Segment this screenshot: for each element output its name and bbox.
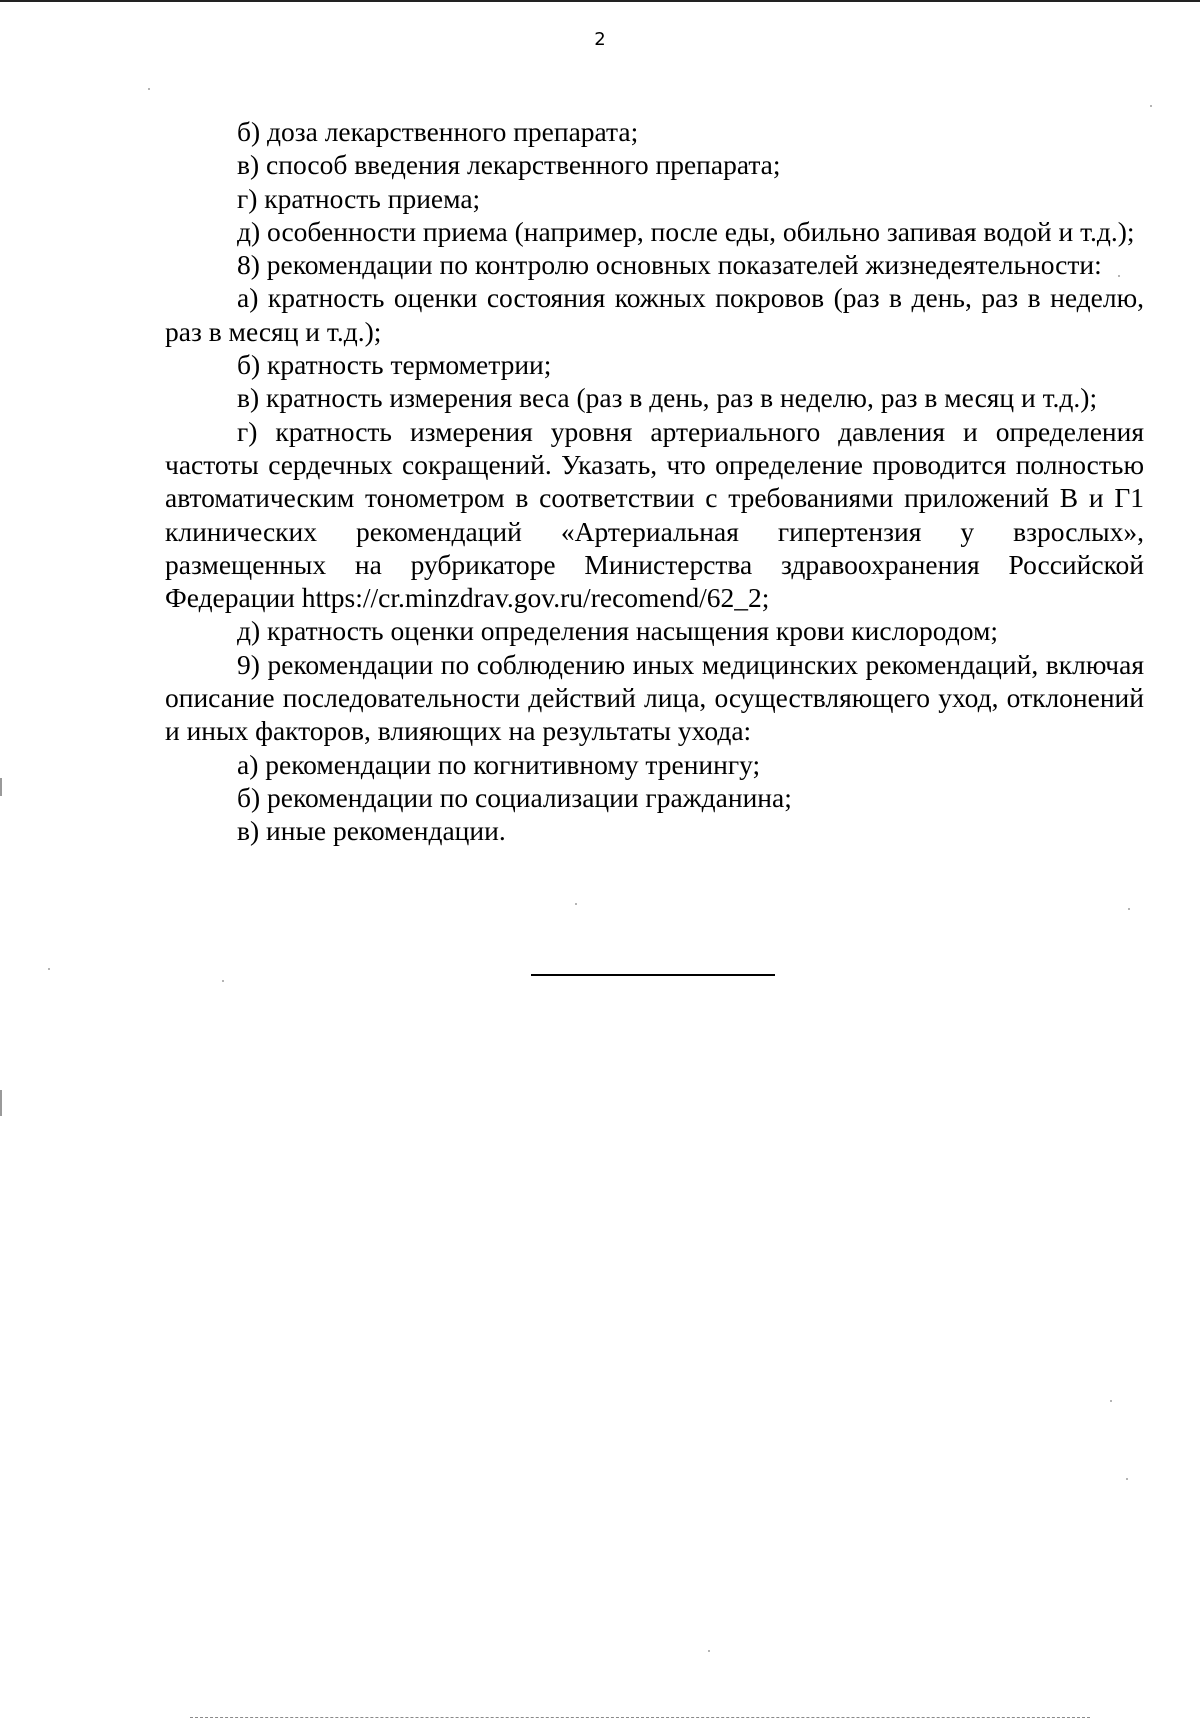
- scan-speck: [575, 903, 577, 905]
- scan-bottom-edge: [190, 1717, 1090, 1719]
- paragraph: в) кратность измерения веса (раз в день, раз в неделю, раз в месяц и т.д.);: [237, 382, 1098, 414]
- paragraph: 9) рекомендации по соблюдению иных медицинских рекомендаций, включая описание последовательности действий лица, осуществляющего уход, отклонений и иных факторов, влияющих на результаты ухода:: [165, 648, 1144, 747]
- paragraph: г) кратность приема;: [237, 182, 481, 214]
- paragraph: в) иные рекомендации.: [237, 815, 506, 847]
- scan-left-edge-mark: [0, 778, 2, 796]
- document-body: [165, 115, 1144, 848]
- paragraph: б) доза лекарственного препарата;: [237, 116, 639, 147]
- paragraph: а) кратность оценки состояния кожных покровов (раз в день, раз в неделю, раз в месяц и т.д.);: [165, 282, 1144, 347]
- scan-speck: [1118, 275, 1120, 277]
- scan-speck: [1128, 908, 1130, 910]
- end-of-text-rule: [531, 974, 775, 976]
- paragraph: 8) рекомендации по контролю основных показателей жизнедеятельности:: [237, 249, 1102, 281]
- scan-speck: [1126, 1478, 1128, 1480]
- scan-speck: [222, 980, 224, 982]
- page-number: 2: [594, 29, 606, 50]
- paragraph: г) кратность измерения уровня артериального давления и определения частоты сердечных сокращений. Указать, что определение проводится полностью автоматическим тонометром в соответствии с требованиями приложений В и Г1 клинических рекомендаций «Артериальная гипертензия у взрослых», размещенных на рубрикаторе Министерства здравоохранения Российской Федерации https://cr.minzdrav.gov.ru/recomend/62_2;: [165, 415, 1144, 614]
- scan-speck: [148, 88, 150, 90]
- paragraph: в) способ введения лекарственного препарата;: [237, 149, 781, 181]
- paragraph: д) особенности приема (например, после еды, обильно запивая водой и т.д.);: [237, 215, 1135, 247]
- paragraph: б) рекомендации по социализации гражданина;: [237, 781, 792, 813]
- scan-speck: [708, 1650, 710, 1652]
- paragraph: б) кратность термометрии;: [237, 349, 552, 381]
- scan-speck: [1110, 1400, 1112, 1402]
- scan-top-edge: [0, 0, 1200, 2]
- scan-speck: [1150, 105, 1152, 107]
- scan-left-edge-mark: [0, 1090, 2, 1116]
- paragraph: а) рекомендации по когнитивному тренингу;: [237, 748, 761, 780]
- paragraph: д) кратность оценки определения насыщения крови кислородом;: [237, 615, 999, 647]
- scan-speck: [48, 968, 50, 970]
